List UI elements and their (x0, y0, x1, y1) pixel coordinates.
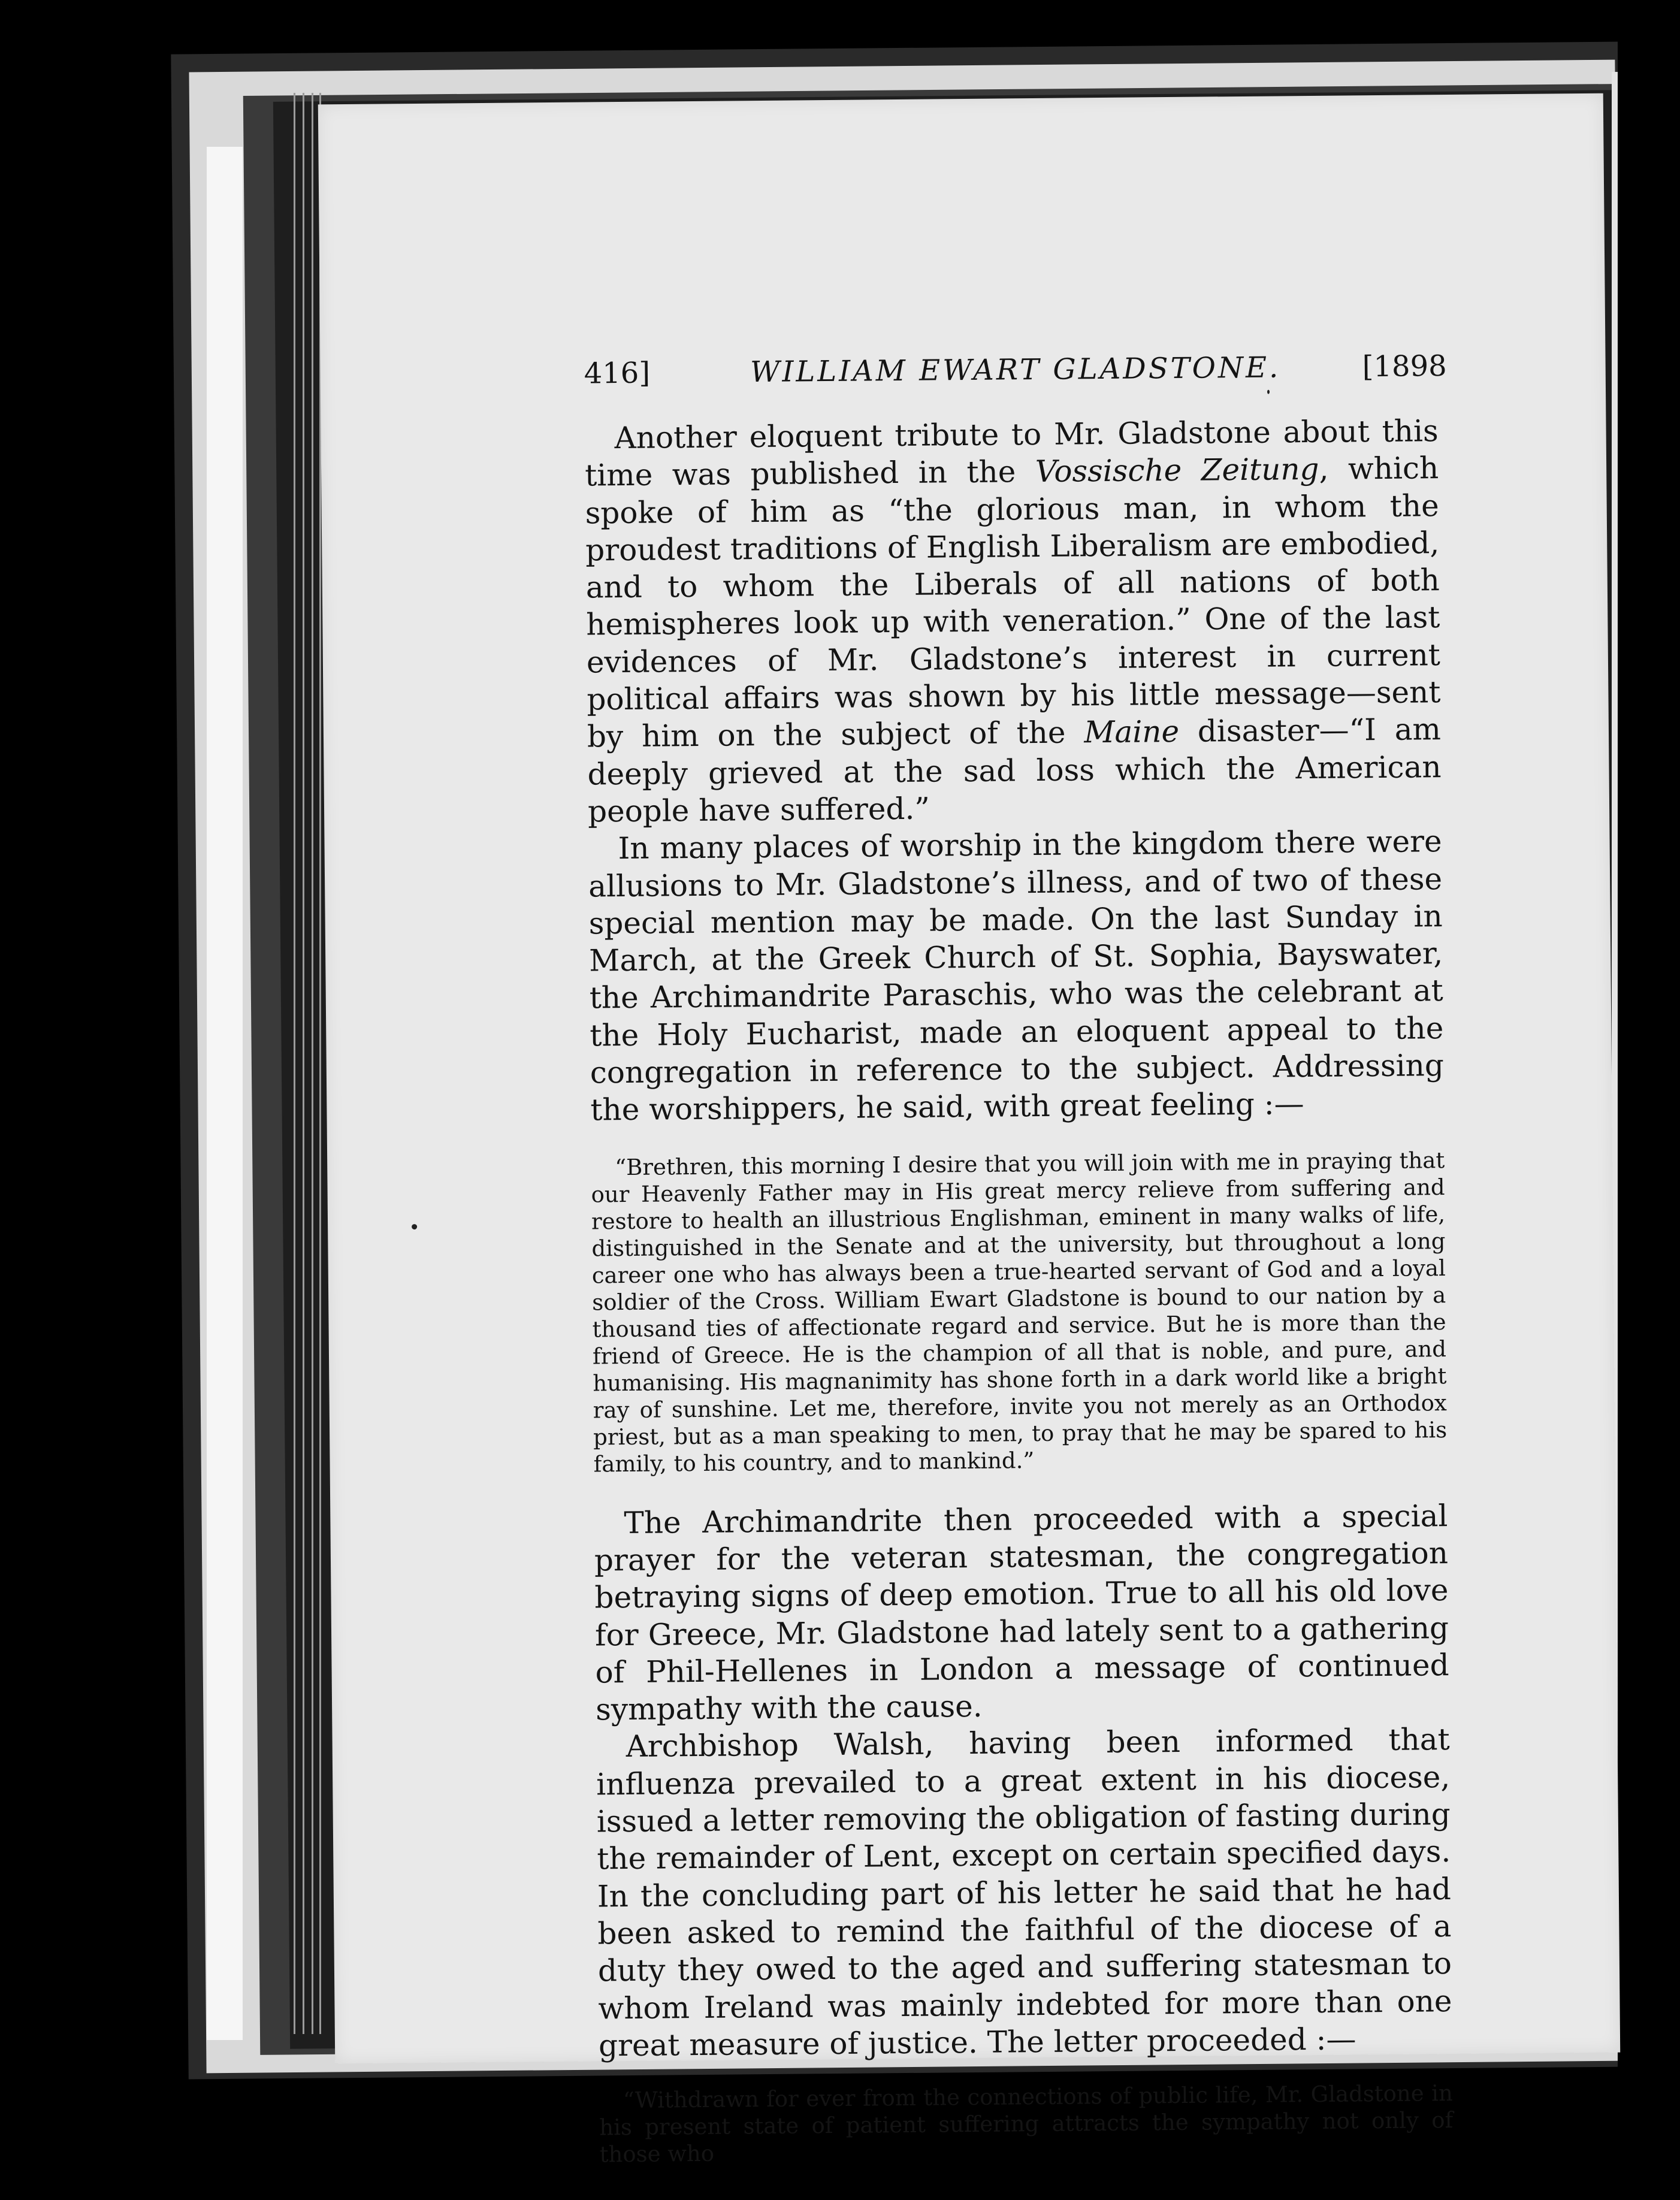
paragraph (584, 412, 1442, 830)
block-quote: “Brethren, this morning I desire that you will join with me in praying that our Heavenly Father may in His great mercy relieve from suffering and restore to health an illustrious Englishman, eminent in many walks of life, distinguished in the Senate and at the university, but throughout a long career one who has always been a true-hearted servant of God and a loyal soldier of the Cross. William Ewart Gladstone is bound to our nation by a thousand ties of affectionate regard and service. But he is more than the friend of Greece. He is the champion of all that is noble, and pure, and humanising. His magnanimity has shone forth in a dark world like a bright ray of sunshine. Let me, therefore, invite you not merely as an Orthodox priest, but as a man speaking to men, to pray that he may be spared to his family, to his country, and to mankind.” (591, 1147, 1448, 1477)
paragraph: In many places of worship in the kingdom there were allusions to Mr. Gladstone’s illness, and of two of these special mention may be made. On the last Sunday in March, at the Greek Church of St. Sophia, Bayswater, the Archimandrite Paraschis, who was the celebrant at the Holy Eucharist, made an eloquent appeal to the congregation in reference to the subject. Addressing the worshippers, he said, with great feeling :— (588, 824, 1445, 1128)
paragraph: Archbishop Walsh, having been informed that influenza prevailed to a great extent in his diocese, issued a letter removing the obligation of fasting during the remainder of Lent, except on certain specified days. In the concluding part of his letter he said that he had been asked to remind the faithful of the diocese of a duty they owed to the aged and suffering statesman to whom Ireland was mainly indebted for more than one great measure of justice. The letter proceeded :— (596, 1722, 1452, 2063)
newspaper-title: Vossische Zeitung (1035, 452, 1319, 489)
running-year: [1898 (1362, 349, 1447, 384)
ink-speck (412, 1224, 417, 1229)
paragraph-text: , which spoke of him as “the glorious man, in whom the proudest traditions of English Liberalism are embodied, and to whom the Liberals of all nations of both hemispheres look up with veneration.” One of the last evidences of Mr. Gladstone’s interest in current political affairs was shown by his little message—sent by him on the subject of the (585, 451, 1441, 754)
book-page (318, 93, 1620, 2168)
page-edge-line (303, 93, 304, 2034)
running-title: WILLIAM EWART GLADSTONE. (750, 350, 1281, 389)
ink-speck (1267, 390, 1270, 394)
scanner-background (1618, 0, 1680, 2200)
page-edge-line (312, 93, 313, 2034)
page-number: 416] (584, 356, 651, 391)
block-quote: “Withdrawn for ever from the connections of public life, Mr. Gladstone in his present state of patient suffering attracts the sympathy not only of those who (599, 2080, 1454, 2168)
body-text (584, 412, 1453, 2168)
running-head (584, 349, 1447, 405)
ship-name: Maine (1084, 714, 1180, 750)
paragraph-text: disaster—“I am deeply grieved at the sad loss which the American people have suffered.” (587, 712, 1442, 829)
paragraph-text: Another eloquent tribute to Mr. Gladstone about this time was published in the (584, 413, 1439, 493)
page-block-edge (207, 147, 243, 2040)
page-edge-line (294, 93, 295, 2034)
paragraph: The Archimandrite then proceeded with a special prayer for the veteran statesman, the congregation betraying signs of deep emotion. True to all his old love for Greece, Mr. Gladstone had lately sent to a gathering of Phil-Hellenes in London a message of continued sympathy with the cause. (594, 1498, 1449, 1727)
